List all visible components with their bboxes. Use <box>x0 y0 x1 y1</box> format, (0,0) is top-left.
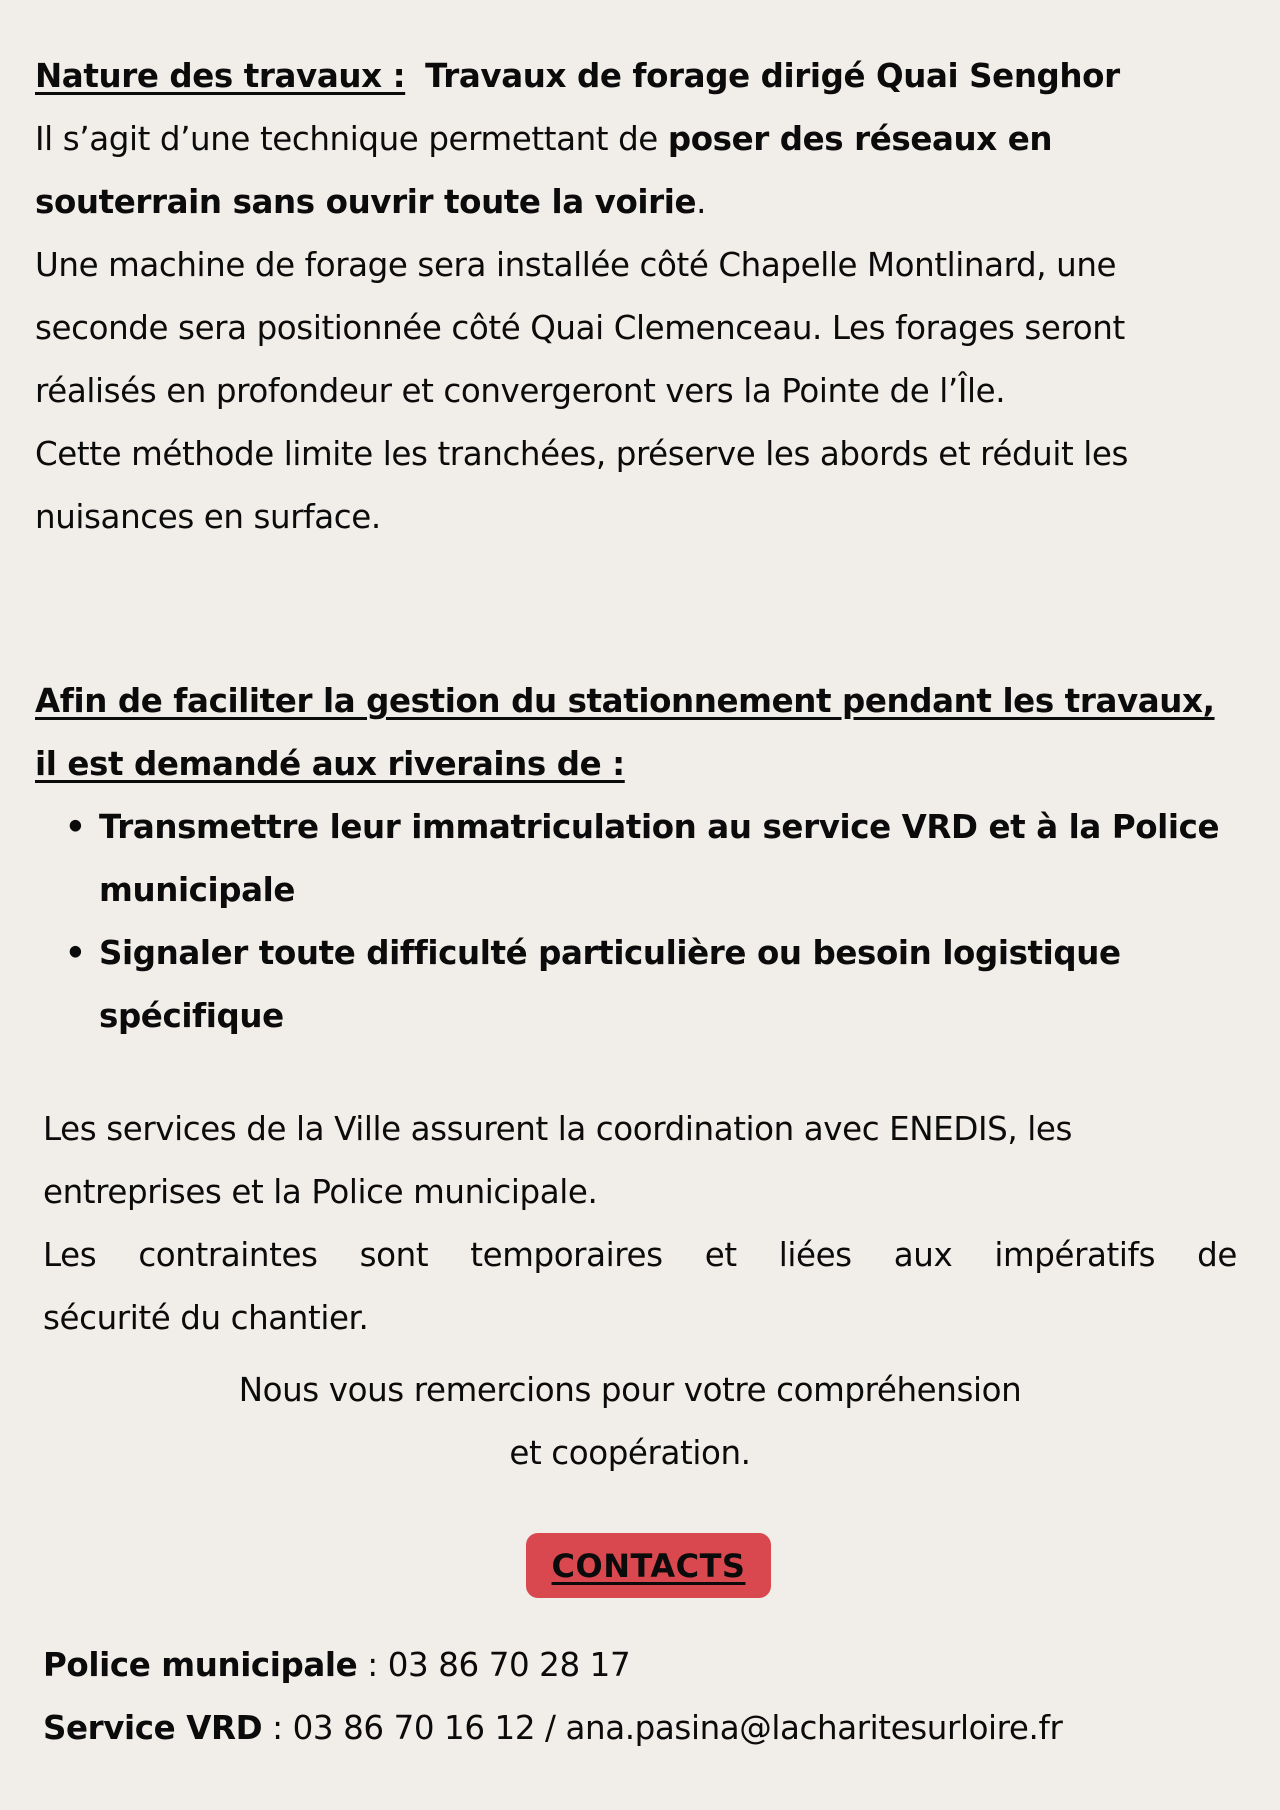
constraints-line-2: sécurité du chantier. <box>43 1299 369 1337</box>
intro-suffix: . <box>696 183 707 221</box>
intro-paragraph <box>35 108 1240 234</box>
contacts-list <box>43 1634 1062 1760</box>
method-paragraph: Cette méthode limite les tranchées, préserve les abords et réduit les nuisances en surface. <box>35 435 1129 536</box>
intro-bold-text: poser des réseaux en souterrain sans ouvrir toute la voirie <box>35 120 1053 221</box>
drilling-paragraph: Une machine de forage sera installée côté Chapelle Montlinard, une seconde sera positionnée côté Quai Clemenceau. Les forages seront réalisés en profondeur et convergeront vers la Pointe de l’Île. <box>35 246 1125 410</box>
coordination-section <box>43 1098 1237 1350</box>
constraints-line-1: Les contraintes sont temporaires et liées aux impératifs de <box>43 1236 1237 1274</box>
vrd-contact-details: : 03 86 70 16 12 / ana.pasina@lacharitesurloire.fr <box>262 1709 1063 1747</box>
works-title: Travaux de forage dirigé Quai Senghor <box>425 57 1120 95</box>
nature-label: Nature des travaux : <box>35 57 406 95</box>
list-item: • Transmettre leur immatriculation au service VRD et à la Police municipale <box>99 796 1240 922</box>
list-item: • Signaler toute difficulté particulière ou besoin logistique spécifique <box>99 922 1240 1048</box>
contacts-badge <box>526 1533 771 1598</box>
vrd-contact <box>43 1697 1062 1760</box>
works-description-section <box>35 45 1240 549</box>
coordination-paragraph: Les services de la Ville assurent la coordination avec ENEDIS, les entreprises et la Police municipale. <box>43 1110 1072 1211</box>
thanks-message <box>0 1359 1260 1485</box>
parking-heading: Afin de faciliter la gestion du stationnement pendant les travaux, il est demandé aux riverains de : <box>35 682 1215 783</box>
thanks-line-2: et coopération. <box>509 1434 751 1472</box>
contacts-badge-label: CONTACTS <box>551 1546 746 1585</box>
thanks-line-1: Nous vous remercions pour votre compréhension <box>238 1371 1022 1409</box>
police-contact <box>43 1634 1062 1697</box>
works-title-line <box>35 45 1240 108</box>
vrd-contact-label: Service VRD <box>43 1709 263 1747</box>
police-contact-phone: : 03 86 70 28 17 <box>357 1646 631 1684</box>
residents-request-list <box>35 796 1240 1048</box>
parking-section <box>35 670 1240 1048</box>
intro-text: Il s’agit d’une technique permettant de <box>35 120 668 158</box>
police-contact-label: Police municipale <box>43 1646 358 1684</box>
